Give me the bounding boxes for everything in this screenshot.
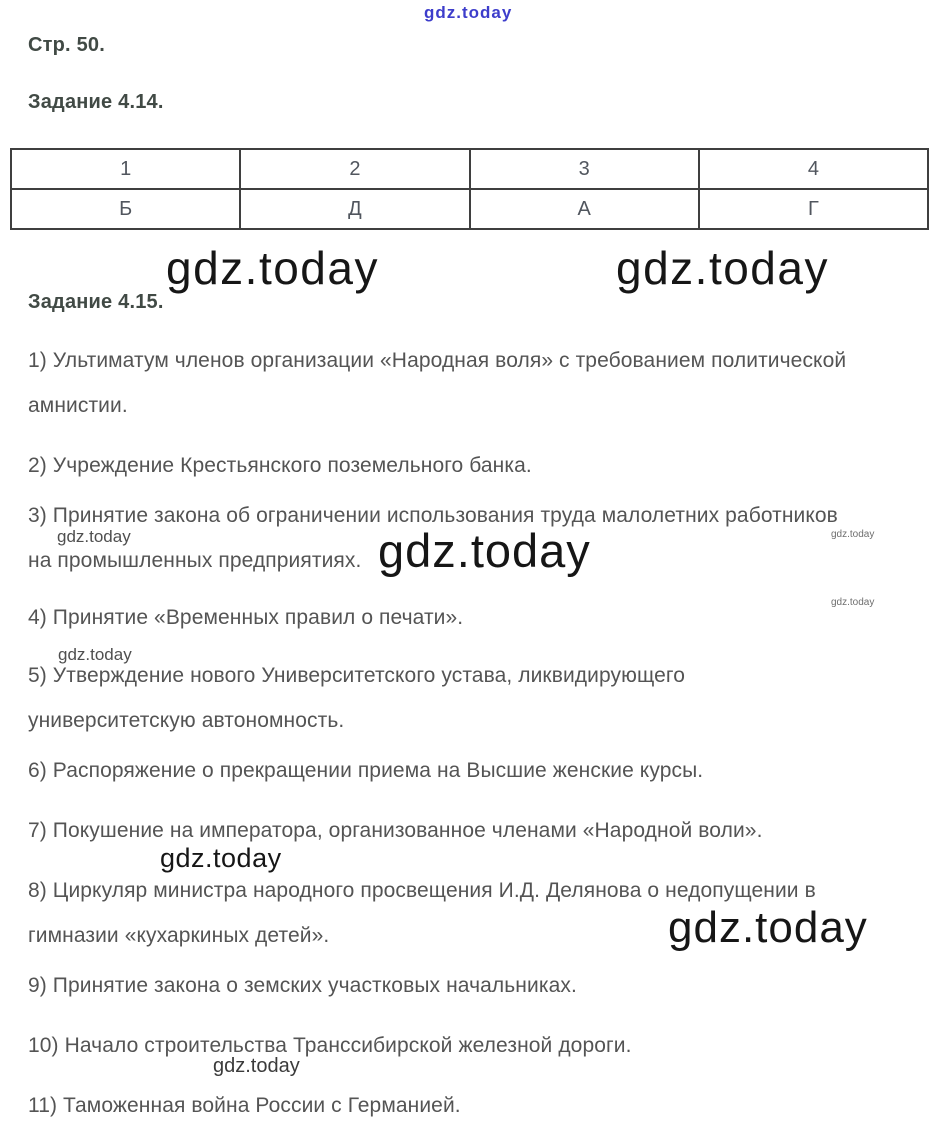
- table-header-cell: 1: [11, 149, 240, 189]
- item-line: гимназии «кухаркиных детей».: [28, 924, 330, 947]
- list-item: [28, 1023, 933, 1068]
- answers-table: [10, 148, 929, 230]
- watermark-large-right: gdz.today: [616, 242, 829, 294]
- watermark-small-item3: gdz.today: [57, 527, 131, 546]
- table-answer-cell: Д: [240, 189, 469, 229]
- task-4-15-heading: Задание 4.15.: [28, 291, 164, 313]
- item-line: 3) Принятие закона об ограничении использования труда малолетних работников: [28, 504, 838, 527]
- table-answer-row: [11, 189, 928, 229]
- item-line: 7) Покушение на императора, организованное членами «Народной воли».: [28, 819, 763, 842]
- watermark-inline-item3: gdz.today: [378, 524, 591, 577]
- watermark-small-item5: gdz.today: [58, 645, 132, 664]
- item-line: 4) Принятие «Временных правил о печати».: [28, 606, 464, 629]
- list-item: [28, 653, 933, 743]
- item-line: амнистии.: [28, 394, 128, 417]
- watermark-large-item8: gdz.today: [668, 903, 868, 952]
- list-item: [28, 443, 933, 488]
- item-line: 11) Таможенная война России с Германией.: [28, 1094, 461, 1117]
- item-line: 2) Учреждение Крестьянского поземельного банка.: [28, 454, 532, 477]
- list-item: [28, 1083, 933, 1128]
- list-item: [28, 338, 933, 428]
- item-line: 8) Циркуляр министра народного просвещения И.Д. Делянова о недопущении в: [28, 879, 816, 902]
- list-item: [28, 748, 933, 793]
- item-line: 10) Начало строительства Транссибирской железной дороги.: [28, 1034, 632, 1057]
- table-header-cell: 2: [240, 149, 469, 189]
- watermark-tiny-item4: gdz.today: [831, 597, 875, 608]
- list-item: [28, 963, 933, 1008]
- table-header-row: [11, 149, 928, 189]
- watermark-tiny-item3: gdz.today: [831, 529, 875, 540]
- table-answer-cell: Б: [11, 189, 240, 229]
- item-line: 6) Распоряжение о прекращении приема на Высшие женские курсы.: [28, 759, 704, 782]
- table-header-cell: 4: [699, 149, 928, 189]
- page-title: Стр. 50.: [28, 34, 105, 56]
- item-line: на промышленных предприятиях.: [28, 549, 362, 572]
- item-line: 1) Ультиматум членов организации «Народная воля» с требованием политической: [28, 349, 847, 372]
- site-watermark-link[interactable]: gdz.today: [424, 3, 513, 22]
- item-line: университетскую автономность.: [28, 709, 345, 732]
- item-line: 9) Принятие закона о земских участковых начальниках.: [28, 974, 577, 997]
- watermark-large-left: gdz.today: [166, 242, 379, 294]
- task-4-14-heading: Задание 4.14.: [28, 91, 164, 113]
- table-header-cell: 3: [470, 149, 699, 189]
- watermark-medium-item7: gdz.today: [160, 843, 282, 873]
- list-item: [28, 595, 933, 640]
- item-line: 5) Утверждение нового Университетского устава, ликвидирующего: [28, 664, 685, 687]
- watermark-small-item10: gdz.today: [213, 1055, 300, 1077]
- table-answer-cell: Г: [699, 189, 928, 229]
- table-answer-cell: А: [470, 189, 699, 229]
